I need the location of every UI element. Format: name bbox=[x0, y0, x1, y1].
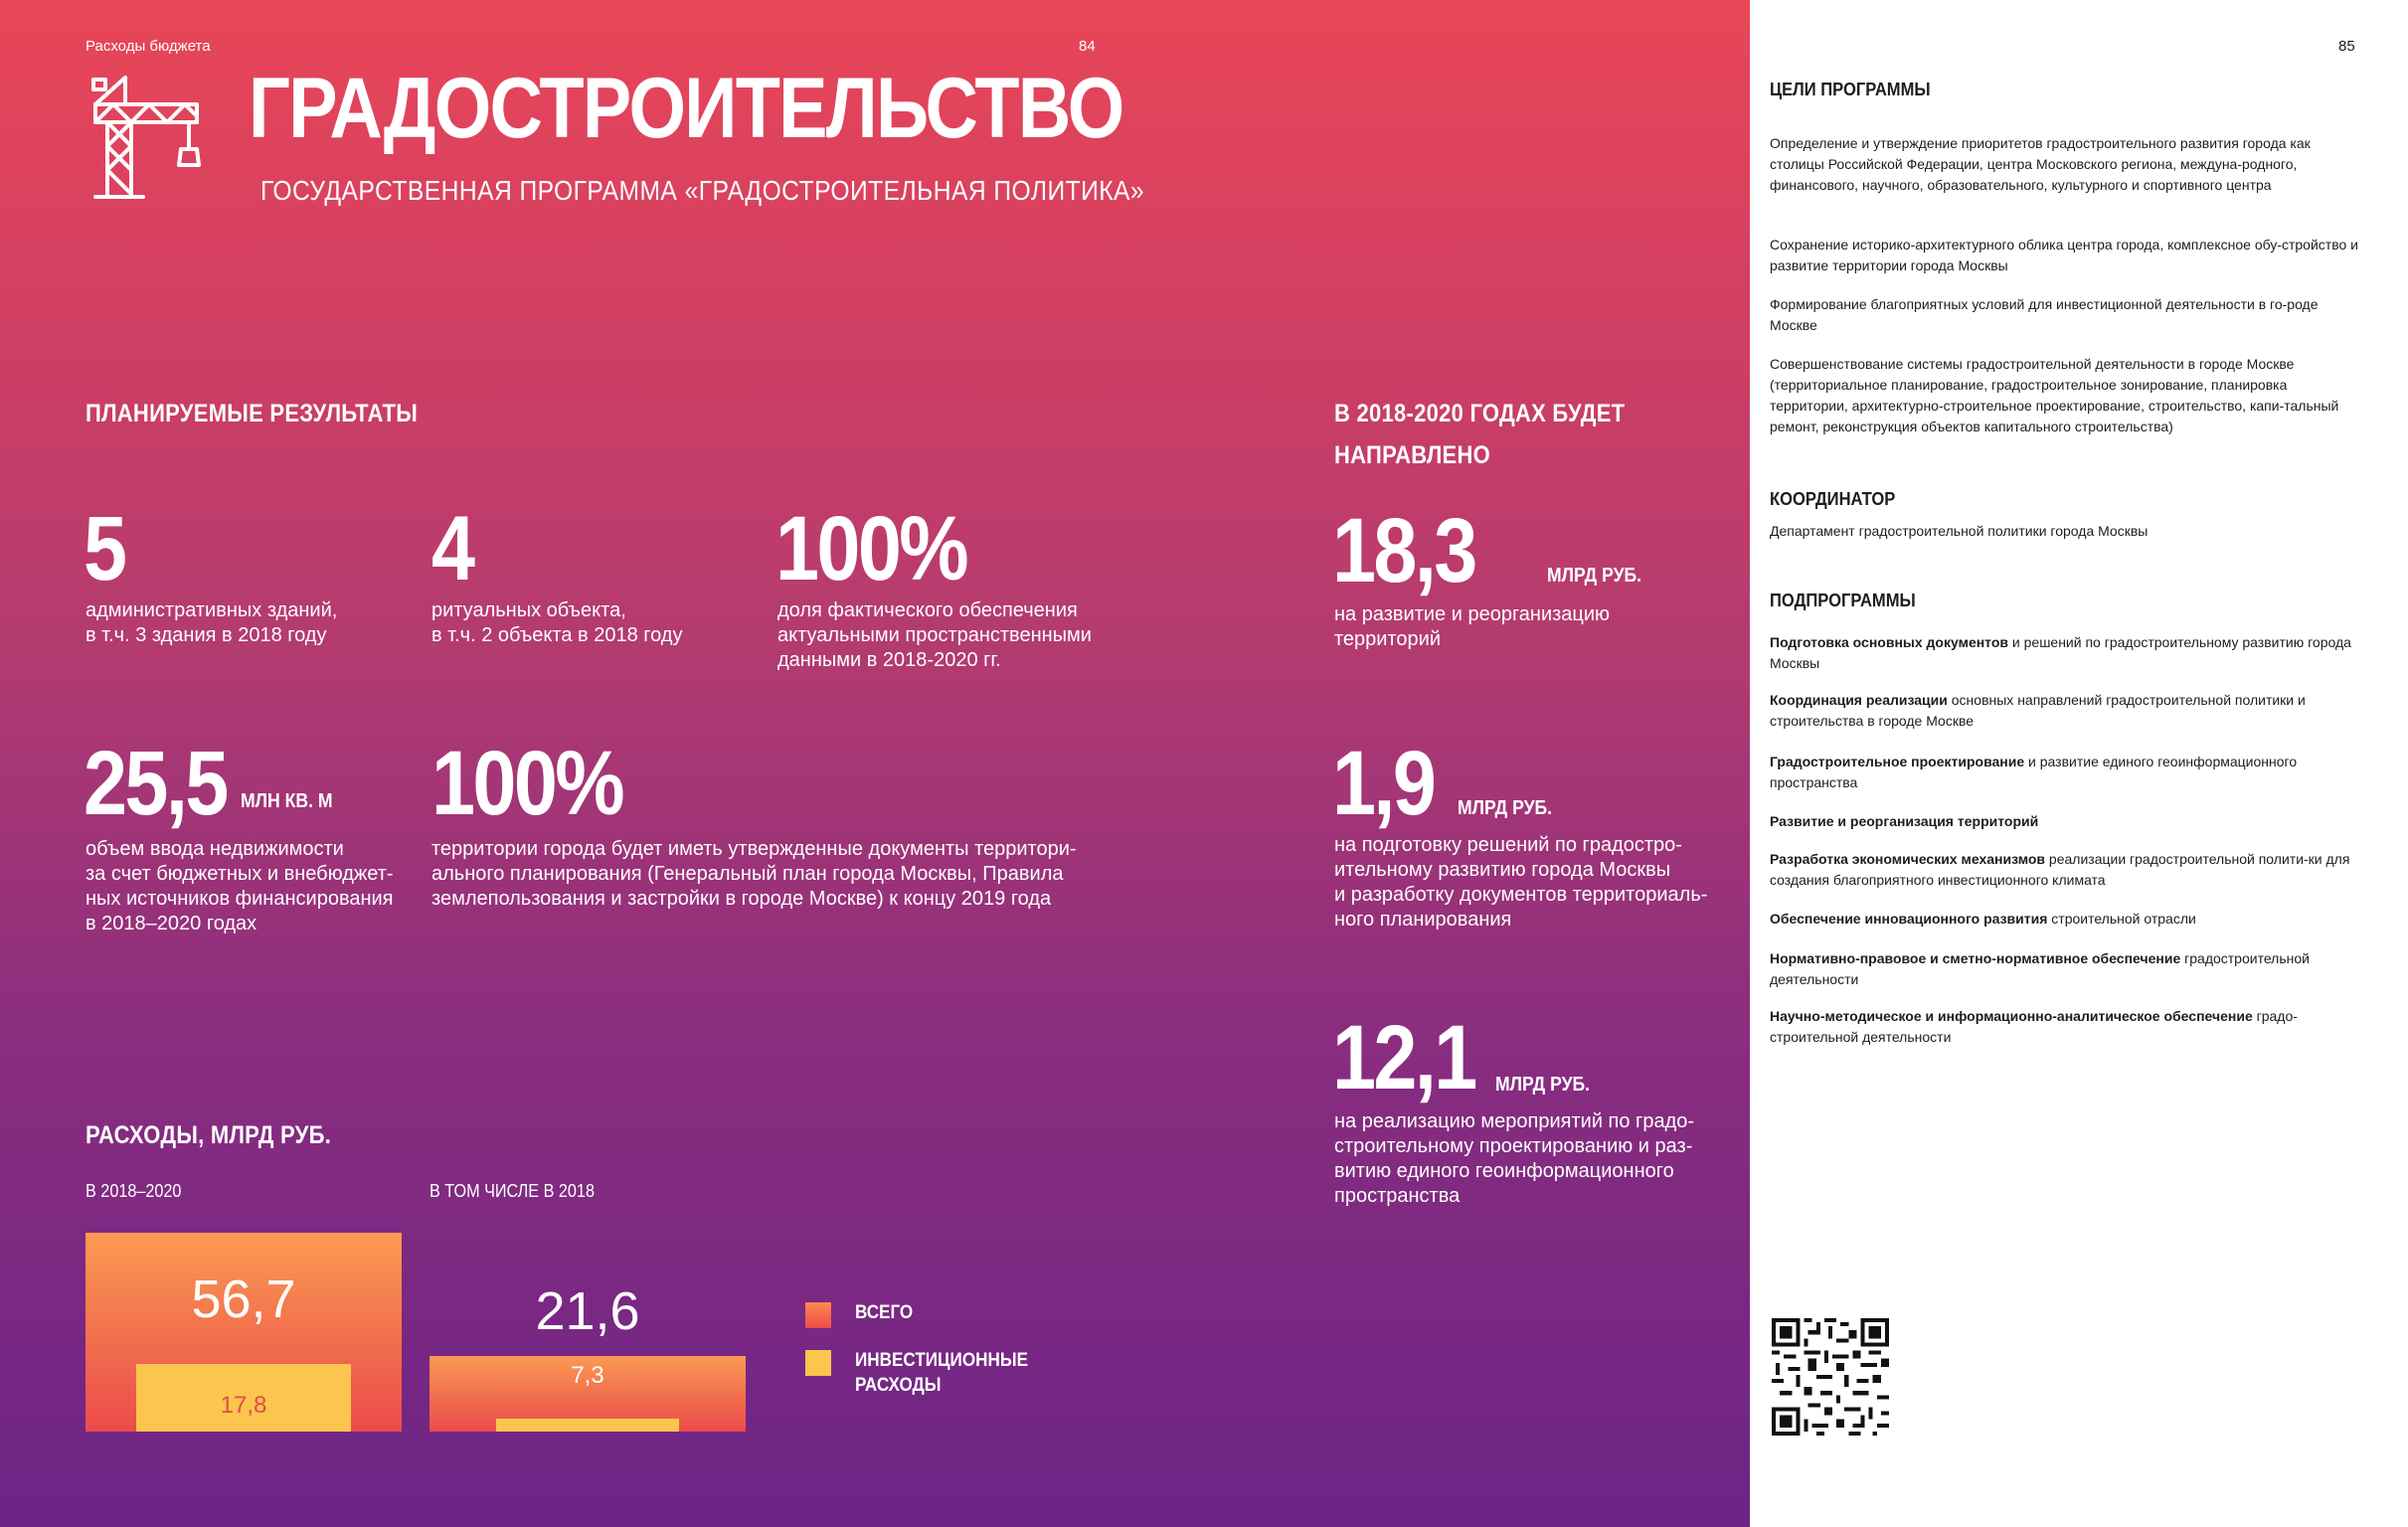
subprogram-description: реализации градостроительной полити-ки для создания благоприятного инвестиционного климата bbox=[1770, 851, 2350, 888]
stat-description: административных зданий, в т.ч. 3 здания в 2018 году bbox=[86, 599, 338, 646]
subprogram-description: и решений по градостроительному развитию города Москвы bbox=[1770, 634, 2351, 671]
fund-description: на реализацию мероприятий по градо- строительному проектированию и раз- витию единого геоинформационного пространства bbox=[1334, 1110, 1695, 1207]
subprogram-item bbox=[1770, 1006, 2366, 1048]
stat-value: 100% bbox=[431, 733, 623, 834]
goal-item: Определение и утверждение приоритетов градостроительного развития города как столицы Российской Федерации, центра Московского региона, междуна-родного, финансового, научного, образовательного, культурного и спортивного центра bbox=[1770, 135, 2311, 193]
goal-item: Сохранение историко-архитектурного облика центра города, комплексное обу-стройство и развитие территории города Москвы bbox=[1770, 237, 2358, 273]
legend-swatch bbox=[805, 1302, 831, 1328]
stat-unit: МЛН КВ. М bbox=[241, 790, 333, 812]
subprogram-description: строительной отрасли bbox=[2047, 911, 2196, 927]
main-subtitle: ГОСУДАРСТВЕННАЯ ПРОГРАММА «ГРАДОСТРОИТЕЛЬНАЯ ПОЛИТИКА» bbox=[260, 175, 1145, 206]
fund-value: 18,3 bbox=[1332, 500, 1475, 601]
stat-value: 25,5 bbox=[84, 733, 227, 834]
subprogram-item bbox=[1770, 909, 2366, 930]
fund-unit: МЛРД РУБ. bbox=[1458, 797, 1553, 819]
main-title: ГРАДОСТРОИТЕЛЬСТВО bbox=[249, 61, 1123, 156]
subprogram-item bbox=[1770, 948, 2366, 990]
subprogram-description: градо-строительной деятельности bbox=[1770, 1008, 2298, 1045]
planned-results-heading: ПЛАНИРУЕМЫЕ РЕЗУЛЬТАТЫ bbox=[86, 400, 419, 427]
bar-investment-label: 17,8 bbox=[220, 1392, 267, 1419]
subprogram-item bbox=[1770, 632, 2366, 674]
qr-code-icon bbox=[1772, 1318, 1889, 1436]
page-number-right: 85 bbox=[2338, 38, 2355, 55]
fund-value: 12,1 bbox=[1332, 1007, 1475, 1108]
expenses-heading: РАСХОДЫ, МЛРД РУБ. bbox=[86, 1121, 332, 1149]
category-label: В ТОМ ЧИСЛЕ В 2018 bbox=[430, 1181, 595, 1201]
subprogram-item bbox=[1770, 690, 2366, 732]
bar-total-label: 21,6 bbox=[535, 1281, 640, 1341]
legend-swatch bbox=[805, 1350, 831, 1376]
crane-icon bbox=[86, 72, 225, 203]
stat-description: доля фактического обеспечения актуальными пространственными данными в 2018-2020 гг. bbox=[777, 599, 1092, 671]
fund-unit: МЛРД РУБ. bbox=[1547, 565, 1642, 587]
subprogram-title: Научно-методическое и информационно-аналитическое обеспечение bbox=[1770, 1008, 2253, 1024]
subprogram-title: Нормативно-правовое и сметно-нормативное обеспечение bbox=[1770, 950, 2181, 966]
stat-description: территории города будет иметь утвержденные документы территори- ального планирования (Генеральный план города Москвы, Правила землепользования и застройки в городе Москве) к концу 2019 года bbox=[431, 838, 1077, 910]
subprogram-title: Градостроительное проектирование bbox=[1770, 754, 2025, 769]
fund-value: 1,9 bbox=[1332, 733, 1435, 834]
fund-description: на подготовку решений по градостро- ительному развитию города Москвы и разработку документов территориаль- ного планирования bbox=[1334, 834, 1708, 931]
subprogram-description: и развитие единого геоинформационного пространства bbox=[1770, 754, 2298, 790]
fund-unit: МЛРД РУБ. bbox=[1495, 1074, 1591, 1096]
bar-total-label: 56,7 bbox=[191, 1270, 296, 1329]
page-number-left: 84 bbox=[1079, 38, 1096, 55]
directed-heading-line1: В 2018-2020 ГОДАХ БУДЕТ bbox=[1334, 400, 1626, 427]
subprograms-heading: ПОДПРОГРАММЫ bbox=[1770, 591, 1916, 610]
goal-item: Совершенствование системы градостроительной деятельности в городе Москве (территориальное планирование, градостроительное зонирование, планировка территории, архитектурно-строительное проектирование, строительство, капи-тальный ремонт, реконструкция объектов капитального строительства) bbox=[1770, 356, 2339, 434]
running-head: Расходы бюджета bbox=[86, 38, 211, 55]
subprogram-title: Разработка экономических механизмов bbox=[1770, 851, 2046, 867]
subprogram-description: основных направлений градостроительной политики и строительства в городе Москве bbox=[1770, 692, 2306, 729]
bar-investment-label: 7,3 bbox=[571, 1362, 604, 1389]
stat-value: 4 bbox=[431, 498, 473, 599]
subprogram-item bbox=[1770, 849, 2366, 891]
coordinator-heading: КООРДИНАТОР bbox=[1770, 489, 1896, 509]
right-page bbox=[1750, 0, 2408, 1527]
stat-value: 5 bbox=[84, 498, 125, 599]
legend-label: ВСЕГО bbox=[855, 1302, 914, 1323]
goal-item: Формирование благоприятных условий для инвестиционной деятельности в го-роде Москве bbox=[1770, 296, 2319, 333]
category-label: В 2018–2020 bbox=[86, 1181, 182, 1201]
bar-investment bbox=[496, 1419, 679, 1432]
subprogram-item bbox=[1770, 752, 2366, 793]
fund-description: на развитие и реорганизацию территорий bbox=[1334, 603, 1611, 650]
goals-heading: ЦЕЛИ ПРОГРАММЫ bbox=[1770, 80, 1931, 99]
stat-description: объем ввода недвижимости за счет бюджетных и внебюджет- ных источников финансирования в 2018–2020 годах bbox=[86, 838, 394, 934]
subprogram-title: Обеспечение инновационного развития bbox=[1770, 911, 2048, 927]
directed-heading-line2: НАПРАВЛЕНО bbox=[1334, 441, 1491, 469]
stat-value: 100% bbox=[775, 498, 967, 599]
subprogram-item bbox=[1770, 811, 2366, 832]
subprogram-title: Развитие и реорганизация территорий bbox=[1770, 813, 2039, 829]
legend-label: ИНВЕСТИЦИОННЫЕ РАСХОДЫ bbox=[855, 1350, 1028, 1396]
subprogram-description: градостроительной деятельности bbox=[1770, 950, 2310, 987]
coordinator-text: Департамент градостроительной политики города Москвы bbox=[1770, 523, 2149, 539]
subprogram-title: Подготовка основных документов bbox=[1770, 634, 2009, 650]
stat-description: ритуальных объекта, в т.ч. 2 объекта в 2018 году bbox=[431, 599, 683, 646]
subprogram-title: Координация реализации bbox=[1770, 692, 1948, 708]
